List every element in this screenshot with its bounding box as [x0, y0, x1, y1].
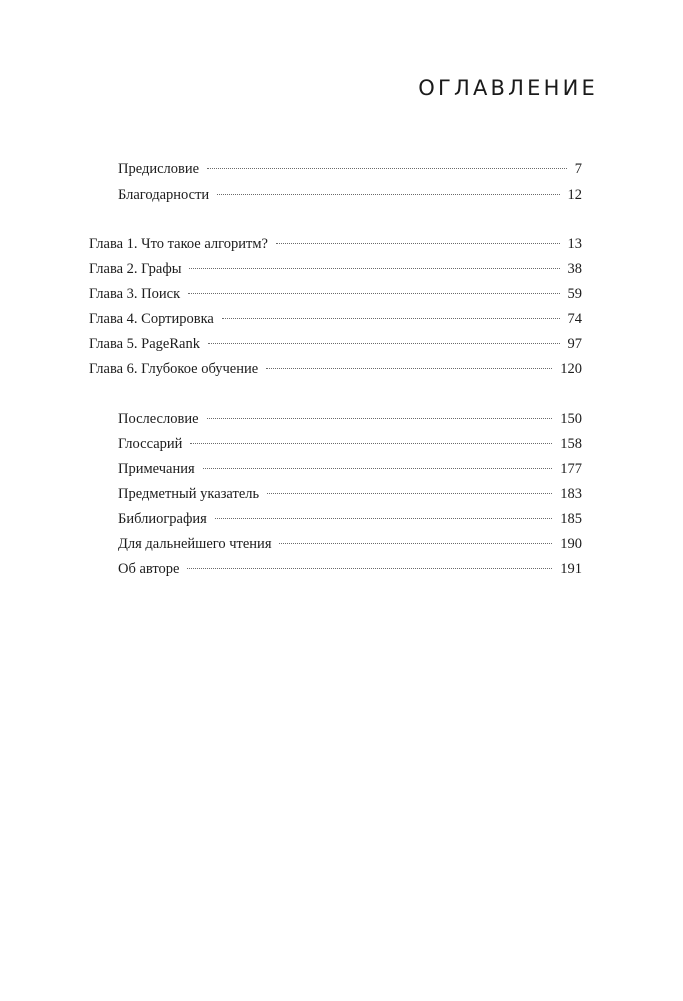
toc-entry-label: Для дальнейшего чтения — [118, 536, 272, 552]
toc-entry-page: 190 — [560, 536, 582, 552]
dot-leader — [187, 568, 552, 569]
dot-leader — [207, 418, 553, 419]
toc-entry[interactable] — [89, 234, 582, 254]
dot-leader — [215, 518, 552, 519]
toc-entry-page: 177 — [560, 461, 582, 477]
toc-entry[interactable] — [118, 509, 582, 529]
toc-entry[interactable] — [118, 434, 582, 454]
toc-entry-page: 59 — [567, 286, 582, 302]
toc-entry[interactable] — [89, 359, 582, 379]
toc-entry-label: Предметный указатель — [118, 486, 260, 502]
page-title: ОГЛАВЛЕНИЕ — [418, 76, 598, 100]
dot-leader — [222, 318, 560, 319]
dot-leader — [189, 268, 559, 269]
toc-entry-label: Глава 6. Глубокое обучение — [89, 361, 259, 377]
toc-entry[interactable] — [89, 284, 582, 304]
toc-entry-label: Глава 5. PageRank — [89, 336, 200, 352]
toc-entry[interactable] — [89, 309, 582, 329]
dot-leader — [203, 468, 553, 469]
toc-entry-label: Благодарности — [118, 187, 210, 203]
toc-entry-label: Глава 3. Поиск — [89, 286, 181, 302]
toc-entry-page: 183 — [560, 486, 582, 502]
dot-leader — [190, 443, 552, 444]
toc-entry[interactable] — [118, 484, 582, 504]
toc-entry-page: 150 — [560, 411, 582, 427]
toc-entry-page: 74 — [567, 311, 582, 327]
toc-entry[interactable] — [118, 534, 582, 554]
dot-leader — [207, 168, 567, 169]
toc-entry-page: 120 — [560, 361, 582, 377]
toc-entry-page: 12 — [567, 187, 582, 203]
toc-entry-page: 97 — [567, 336, 582, 352]
toc-entry-label: Об авторе — [118, 561, 180, 577]
toc-entry-page: 13 — [567, 236, 582, 252]
toc-entry-label: Предисловие — [118, 161, 200, 177]
toc-entry-label: Примечания — [118, 461, 195, 477]
toc-entry-label: Послесловие — [118, 411, 199, 427]
toc-entry-page: 7 — [574, 161, 582, 177]
dot-leader — [279, 543, 552, 544]
toc-entry-page: 185 — [560, 511, 582, 527]
toc-entry[interactable] — [89, 334, 582, 354]
dot-leader — [267, 493, 552, 494]
dot-leader — [276, 243, 560, 244]
toc-entry-page: 158 — [560, 436, 582, 452]
dot-leader — [188, 293, 559, 294]
toc-entry-label: Глава 2. Графы — [89, 261, 182, 277]
toc-entry[interactable] — [89, 259, 582, 279]
toc-entry-label: Библиография — [118, 511, 207, 527]
toc-entry[interactable] — [118, 559, 582, 579]
toc-entry-label: Глоссарий — [118, 436, 183, 452]
toc-entry-page: 38 — [567, 261, 582, 277]
dot-leader — [217, 194, 559, 195]
toc-entry[interactable] — [118, 159, 582, 179]
toc-entry[interactable] — [118, 459, 582, 479]
toc-entry[interactable] — [118, 185, 582, 205]
dot-leader — [266, 368, 552, 369]
toc-entry-label: Глава 4. Сортировка — [89, 311, 214, 327]
dot-leader — [208, 343, 560, 344]
toc-entry-label: Глава 1. Что такое алгоритм? — [89, 236, 268, 252]
toc-entry-page: 191 — [560, 561, 582, 577]
toc-entry[interactable] — [118, 409, 582, 429]
